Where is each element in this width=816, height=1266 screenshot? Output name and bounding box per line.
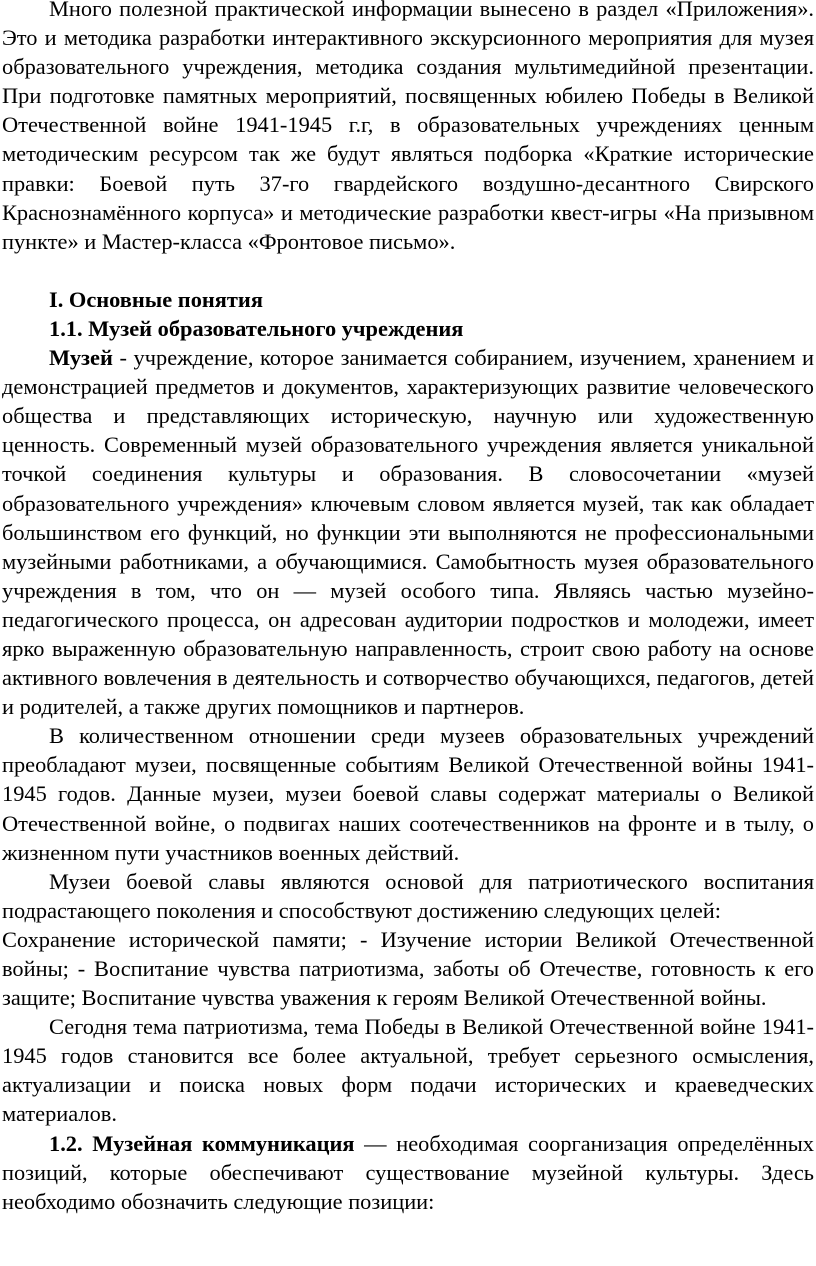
museum-definition-text: - учреждение, которое занимается собиранием, изучением, хранением и демонстрацией предметов и документов, характеризующих развитие человеческого общества и представляющих историческую, научную или художественную ценность. Современный музей образовательного учреждения является уникальной точкой соединения культуры и образования. В словосочетании «музей образовательного учреждения» ключевым словом является музей, так как обладает большинством его функций, но функции эти выполняются не профессиональными музейными работниками, а обучающимися. Самобытность музея образовательного учреждения в том, что он — музей особого типа. Являясь частью музейно-педагогического процесса, он адресован аудитории подростков и молодежи, имеет ярко выраженную образовательную направленность, строит свою работу на основе активного вовлечения в деятельность и сотворчество обучающихся, педагогов, детей и родителей, а также других помощников и партнеров. xyxy=(2,345,814,720)
section-1-2-term: Музейная коммуникация xyxy=(92,1130,355,1156)
blank-line xyxy=(2,256,814,285)
section-1-2-number: 1.2. xyxy=(49,1130,83,1156)
museum-definition-paragraph xyxy=(2,343,814,721)
section-1-1-title: 1.1. Музей образовательного учреждения xyxy=(49,315,464,341)
goals-paragraph: Музеи боевой славы являются основой для патриотического воспитания подрастающего поколения и способствуют достижению следующих целей: xyxy=(2,868,814,923)
museum-term: Музей xyxy=(49,345,113,371)
section-1-2-text: — необходимая соорганизация определённых позиций, которые обеспечивают существование музейной культуры. Здесь необходимо обозначить следующие позиции: xyxy=(2,1130,814,1214)
goals-list-paragraph: Сохранение исторической памяти; - Изучение истории Великой Отечественной войны; - Воспитание чувства патриотизма, заботы об Отечестве, готовность к его защите; Воспитание чувства уважения к героям Великой Отечественной войны. xyxy=(2,926,814,1011)
quantity-paragraph: В количественном отношении среди музеев образовательных учреждений преобладают музеи, посвященные событиям Великой Отечественной войны 1941-1945 годов. Данные музеи, музеи боевой славы содержат материалы о Великой Отечественной войне, о подвигах наших соотечественников на фронте и в тылу, о жизненном пути участников военных действий. xyxy=(2,723,814,865)
section-1-title: I. Основные понятия xyxy=(49,286,263,312)
section-1-2-paragraph xyxy=(2,1129,814,1216)
intro-paragraph: Много полезной практической информации вынесено в раздел «Приложения». Это и методика разработки интерактивного экскурсионного мероприятия для музея образовательного учреждения, методика создания мультимедийной презентации. При подготовке памятных мероприятий, посвященных юбилею Победы в Великой Отечественной войне 1941-1945 г.г, в образовательных учреждениях ценным методическим ресурсом так же будут являться подборка «Краткие исторические правки: Боевой путь 37-го гвардейского воздушно-десантного Свирского Краснознамённого корпуса» и методические разработки квест-игры «На призывном пункте» и Мастер-класса «Фронтовое письмо». xyxy=(2,0,814,254)
today-paragraph: Сегодня тема патриотизма, тема Победы в Великой Отечественной войне 1941-1945 годов становится все более актуальной, требует серьезного осмысления, актуализации и поиска новых форм подачи исторических и краеведческих материалов. xyxy=(2,1014,814,1127)
